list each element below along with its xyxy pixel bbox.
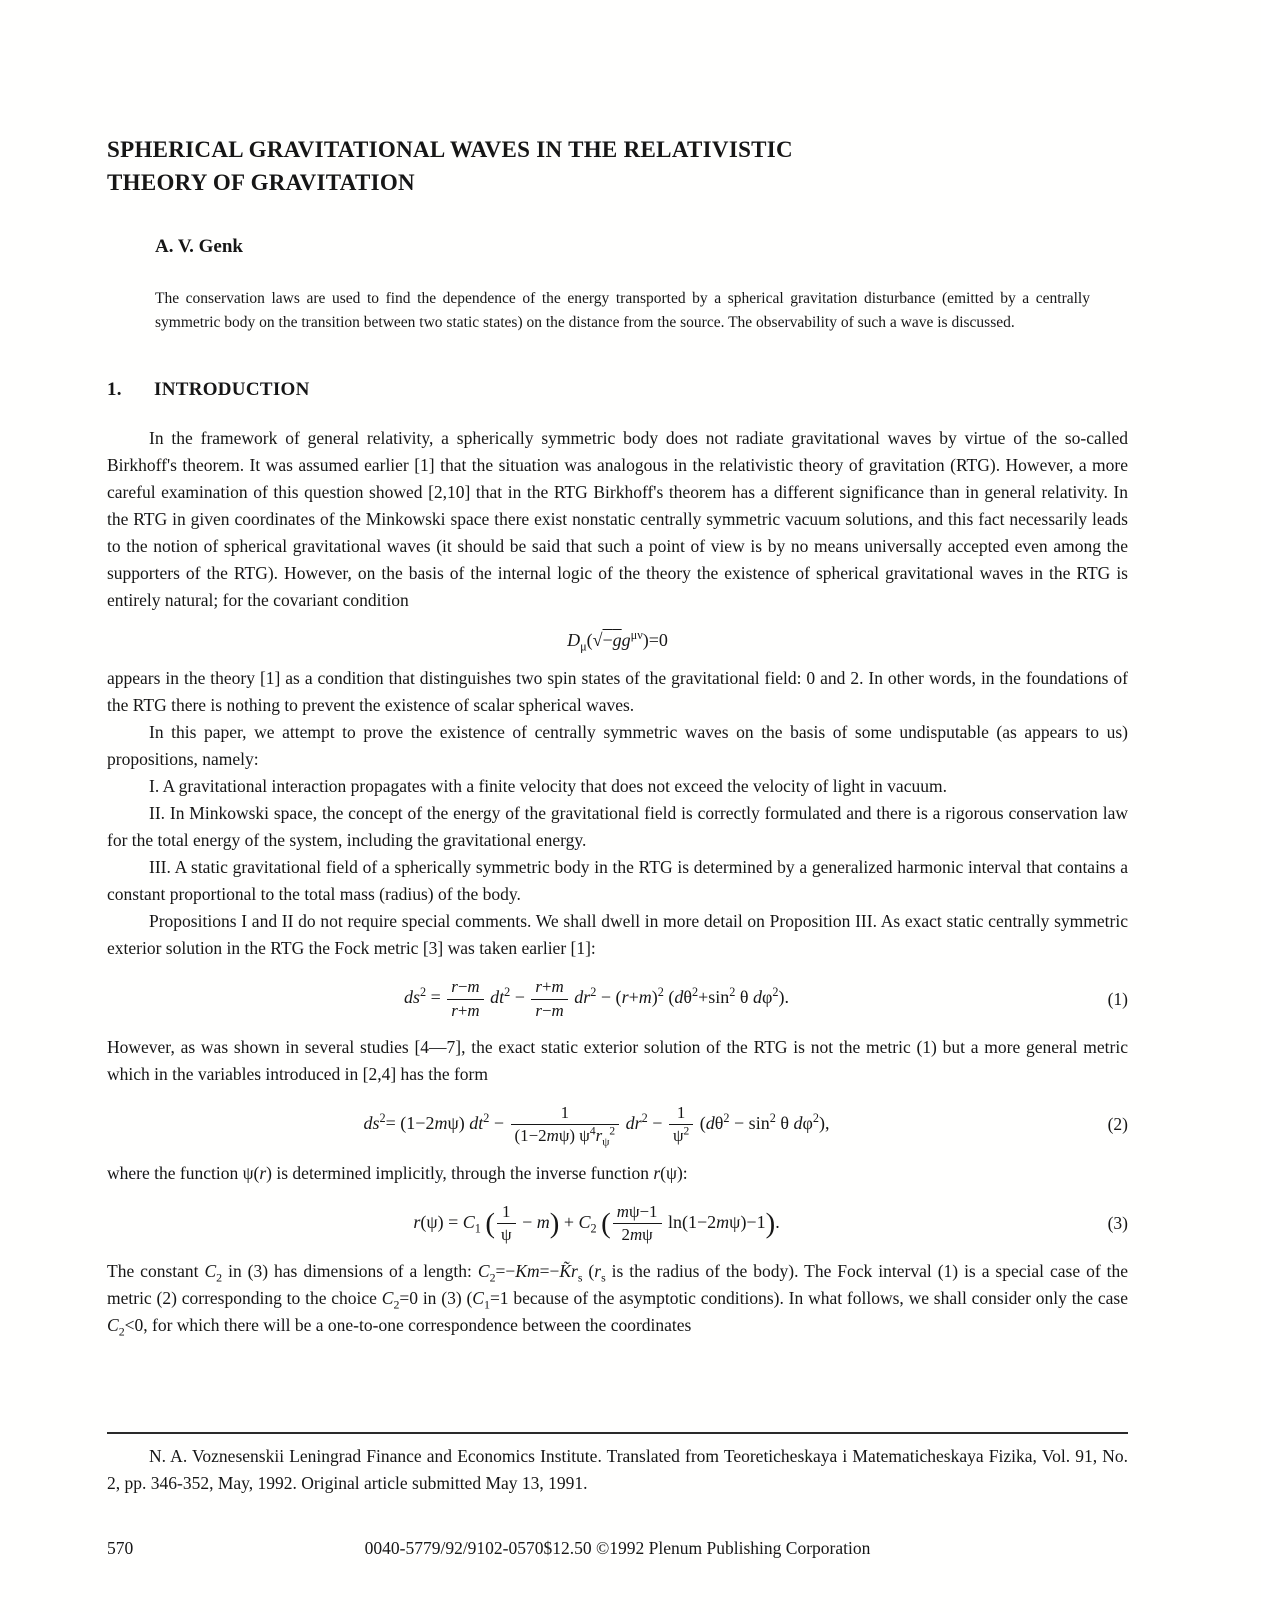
equation-3-number: (3) [1107, 1212, 1128, 1233]
paragraph-spin-states: appears in the theory [1] as a condition that distinguishes two spin states of the gravitational field: 0 and 2. In other words, in the foundations of the RTG there is nothing to prevent the existence of scalar spherical waves. [107, 668, 1128, 716]
paragraph-proposition-2: II. In Minkowski space, the concept of the energy of the gravitational field is correctly formulated and there is a rigorous conservation law for the total energy of the system, including the gravitational energy. [107, 803, 1128, 851]
footnote [107, 1432, 1128, 1497]
equation-covariant-condition [107, 629, 1128, 652]
author-name: A. V. Genk [155, 236, 243, 257]
abstract-text: The conservation laws are used to find the dependence of the energy transported by a spherical gravitation disturbance (emitted by a centrally symmetric body on the transition between two static states) on the distance from the source. The observability of such a wave is discussed. [155, 290, 1090, 331]
paragraph-propositions-intro: In this paper, we attempt to prove the existence of centrally symmetric waves on the basis of some undisputable (as appears to us) propositions, namely: [107, 722, 1128, 770]
copyright-line: 0040-5779/92/9102-0570$12.50 ©1992 Plenum Publishing Corporation [364, 1538, 871, 1558]
equation-2 [107, 1103, 1128, 1147]
page-number: 570 [107, 1538, 134, 1558]
equation-3-body: $r(\psi) = C_1$ ( $\frac{1}{\psi}$ − $m) + C_2$ ( $\frac{m\psi-1}{2m\psi}$ ln(1−2mψ)−1). [413, 1201, 780, 1244]
section-number: 1. [107, 379, 122, 400]
paper-title [107, 133, 1128, 199]
equation-covariant-condition-body: $D_\mu(√-gg^{\mu\nu})=0$ [567, 628, 668, 654]
equation-2-body: $ds^2= (1-2m\psi) dt^2$ − $\frac{1}{(1-2m\psi) \psi^4r_\psi^2}$ $dr^2$ − $\frac{1}{\psi^2}$ ($d\theta^2 - \sin^2 \theta$ $d\varphi^2$), [363, 1102, 830, 1149]
equation-2-number: (2) [1107, 1114, 1128, 1135]
paper-title-line2: THEORY OF GRAVITATION [107, 170, 415, 195]
paragraph-introduction: In the framework of general relativity, a spherically symmetric body does not radiate gravitational waves by virtue of the so-called Birkhoff's theorem. It was assumed earlier [1] that the situation was analogous in the relativistic theory of gravitation (RTG). However, a more careful examination of this question showed [2,10] that in the RTG Birkhoff's theorem has a different significance than in general relativity. In the RTG in given coordinates of the Minkowski space there exist nonstatic centrally symmetric vacuum solutions, and this fact necessarily leads to the notion of spherical gravitational waves (it should be said that such a point of view is by no means universally accepted even among the supporters of the RTG). However, on the basis of the internal logic of the theory the existence of spherical gravitational waves in the RTG is entirely natural; for the covariant condition [107, 428, 1128, 610]
equation-1 [107, 977, 1128, 1021]
equation-1-body: $ds^2$ = $\frac{r-m}{r+m}$ $dt^2$ − $\frac{r+m}{r-m}$ $dr^2 - (r+m)^2$ ($d\theta^2+\sin^2$ θ $d\varphi^2$). [403, 977, 790, 1020]
paragraph-proposition-3: III. A static gravitational field of a spherically symmetric body in the RTG is determined by a generalized harmonic interval that contains a constant proportional to the total mass (radius) of the body. [107, 857, 1128, 905]
equation-1-number: (1) [1107, 988, 1128, 1009]
paragraph-inverse-function: where the function ψ(r) is determined implicitly, through the inverse function r(ψ): [107, 1162, 688, 1183]
paper-title-line1: SPHERICAL GRAVITATIONAL WAVES IN THE RELATIVISTIC [107, 137, 793, 162]
section-heading [107, 379, 1128, 401]
paragraph-constant-c2: The constant $C_2$ in (3) has dimensions of a length: $C_2=-Km=-K̃r_s$ ($r_s$ is the radius of the body). The Fock interval (1) is a special case of the metric (2) corresponding to the choice $C_2=0$ in (3) ($C_1=1$ because of the asymptotic conditions). In what follows, we shall consider only the case $C_2<0$, for which there will be a one-to-one correspondence between the coordinates [107, 1261, 1128, 1339]
page-footer [107, 1538, 1128, 1559]
paragraph-fock-metric-intro: Propositions I and II do not require special comments. We shall dwell in more detail on Proposition III. As exact static centrally symmetric exterior solution in the RTG the Fock metric [3] was taken earlier [1]: [107, 911, 1128, 959]
paragraph-proposition-1: I. A gravitational interaction propagates with a finite velocity that does not exceed the velocity of light in vacuum. [149, 776, 947, 797]
footnote-text: N. A. Voznesenskii Leningrad Finance and Economics Institute. Translated from Teoreticheskaya i Matematicheskaya Fizika, Vol. 91, No. 2, pp. 346-352, May, 1992. Original article submitted May 13, 1991. [107, 1446, 1128, 1493]
article-body [107, 425, 1128, 1339]
equation-3 [107, 1202, 1128, 1246]
paragraph-general-metric: However, as was shown in several studies [4—7], the exact static exterior solution of the RTG is not the metric (1) but a more general metric which in the variables introduced in [2,4] has the form [107, 1036, 1128, 1084]
section-title: INTRODUCTION [154, 379, 310, 400]
